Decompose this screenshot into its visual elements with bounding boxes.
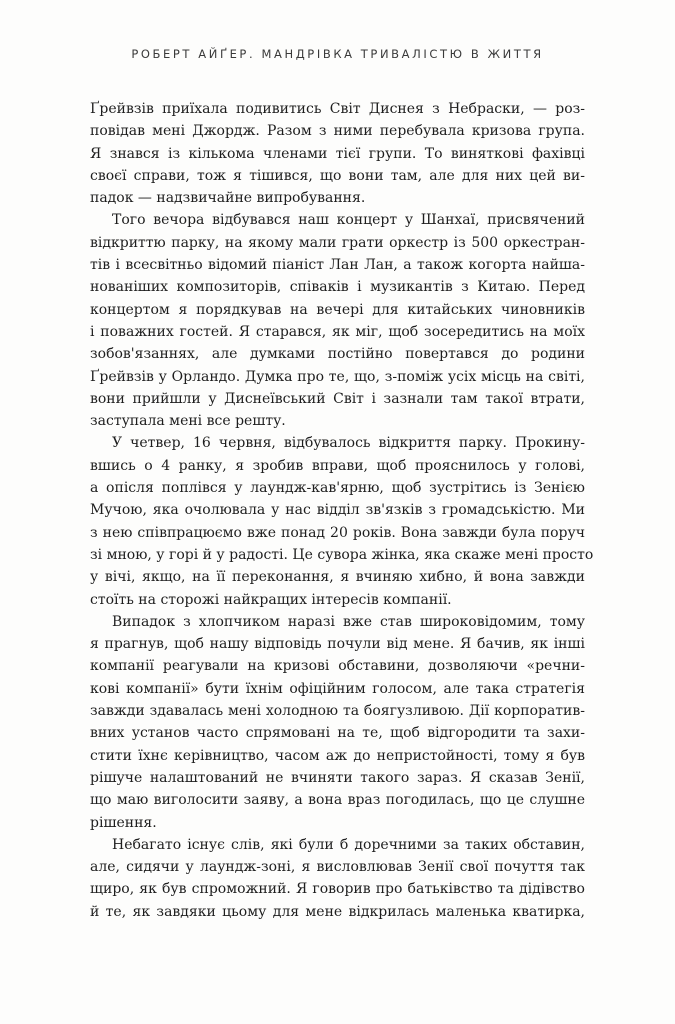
text-line: концертом я порядкував на вечері для китайських чиновників: [90, 301, 585, 318]
text-line: У четвер, 16 червня, відбувалось відкриття парку. Прокину-: [112, 435, 585, 452]
text-line: а опісля поплівся у лаундж-кав'ярню, щоб зустрітись із Зенією: [90, 480, 585, 497]
paragraph: [90, 209, 585, 432]
text-line: відкриттю парку, на якому мали грати оркестр із 500 оркестран-: [90, 234, 585, 251]
paragraph: [90, 98, 585, 209]
text-line: Ґрейвзів у Орландо. Думка про те, що, з-поміж усіх місць на світі,: [90, 368, 585, 385]
text-line: зобов'язаннях, але думками постійно повертався до родини: [90, 346, 585, 363]
text-line: що маю виголосити заяву, а вона враз погодилась, що це слушне: [90, 792, 585, 809]
text-line: заступала мені все решту.: [90, 413, 286, 430]
text-line: Я знався із кількома членами тієї групи. То виняткові фахівці: [90, 145, 585, 162]
text-line: завжди здавалась мені холодною та боягузливою. Дії корпоратив-: [90, 703, 585, 720]
text-line: Ґрейвзів приїхала подивитись Світ Диснея з Небраски, — роз-: [90, 101, 585, 117]
paragraph: [90, 834, 585, 923]
text-line: вшись о 4 ранку, я зробив вправи, щоб прояснилось у голові,: [90, 457, 585, 474]
text-line: Мучою, яка очолювала у нас відділ зв'язків з громадськістю. Ми: [90, 502, 585, 519]
text-line: і поважних гостей. Я старався, як міг, щоб зосередитись на моїх: [90, 323, 585, 340]
text-line: кові компанії» бути їхнім офіційним голосом, але така стратегія: [90, 680, 585, 697]
text-line: вони прийшли у Диснеївський Світ і зазнали там такої втрати,: [90, 390, 585, 407]
paragraph: [90, 432, 594, 610]
text-line: стоїть на сторожі найкращих інтересів компанії.: [90, 591, 452, 608]
text-line: щиро, як був спроможний. Я говорив про батьківство та дідівство: [90, 881, 585, 898]
text-line: компанії реагували на кризові обставини, дозволяючи «речни-: [90, 658, 585, 675]
text-line: рішення.: [90, 814, 157, 831]
text-line: але, сидячи у лаундж-зоні, я висловлював Зенії свої почуття так: [90, 859, 585, 876]
text-line: рішуче налаштований не вчиняти такого зараз. Я сказав Зенії,: [90, 769, 585, 786]
text-line: вних установ часто спрямовані на те, щоб відгородити та захи-: [90, 725, 585, 742]
text-line: тів і всесвітньо відомий піаніст Лан Лан, а також когорта найша-: [90, 257, 585, 274]
text-line: Випадок з хлопчиком наразі вже став широковідомим, тому: [112, 613, 585, 630]
text-line: я прагнув, щоб нашу відповідь почули від мене. Я бачив, як інші: [90, 636, 585, 653]
text-line: повідав мені Джордж. Разом з ними перебувала кризова група.: [90, 123, 585, 140]
text-line: з нею співпрацюємо вже понад 20 років. Вона завжди була поруч: [90, 524, 585, 541]
paragraph: [90, 611, 585, 834]
text-line: Небагато існує слів, які були б доречними за таких обставин,: [112, 836, 585, 853]
text-line: своєї справи, тож я тішився, що вони там, але для них цей ви-: [90, 167, 585, 184]
body-text: [90, 98, 594, 923]
text-line: й те, як завдяки цьому для мене відкрилась маленька кватирка,: [90, 903, 585, 920]
text-line: падок — надзвичайне випробування.: [90, 190, 366, 207]
text-line: стити їхнє керівництво, часом аж до непристойності, тому я був: [90, 747, 585, 764]
text-line: у вічі, якщо, на її переконання, я вчиняю хибно, й вона завжди: [90, 569, 585, 586]
text-line: нованіших композиторів, співаків і музикантів з Китаю. Перед: [90, 279, 585, 296]
text-line: Того вечора відбувався наш концерт у Шанхаї, присвячений: [112, 212, 585, 229]
running-header: РОБЕРТ АЙҐЕР. МАНДРІВКА ТРИВАЛІСТЮ В ЖИТТЯ: [131, 47, 544, 61]
text-line: зі мною, у горі й у радості. Це сувора жінка, яка скаже мені просто: [90, 546, 594, 563]
